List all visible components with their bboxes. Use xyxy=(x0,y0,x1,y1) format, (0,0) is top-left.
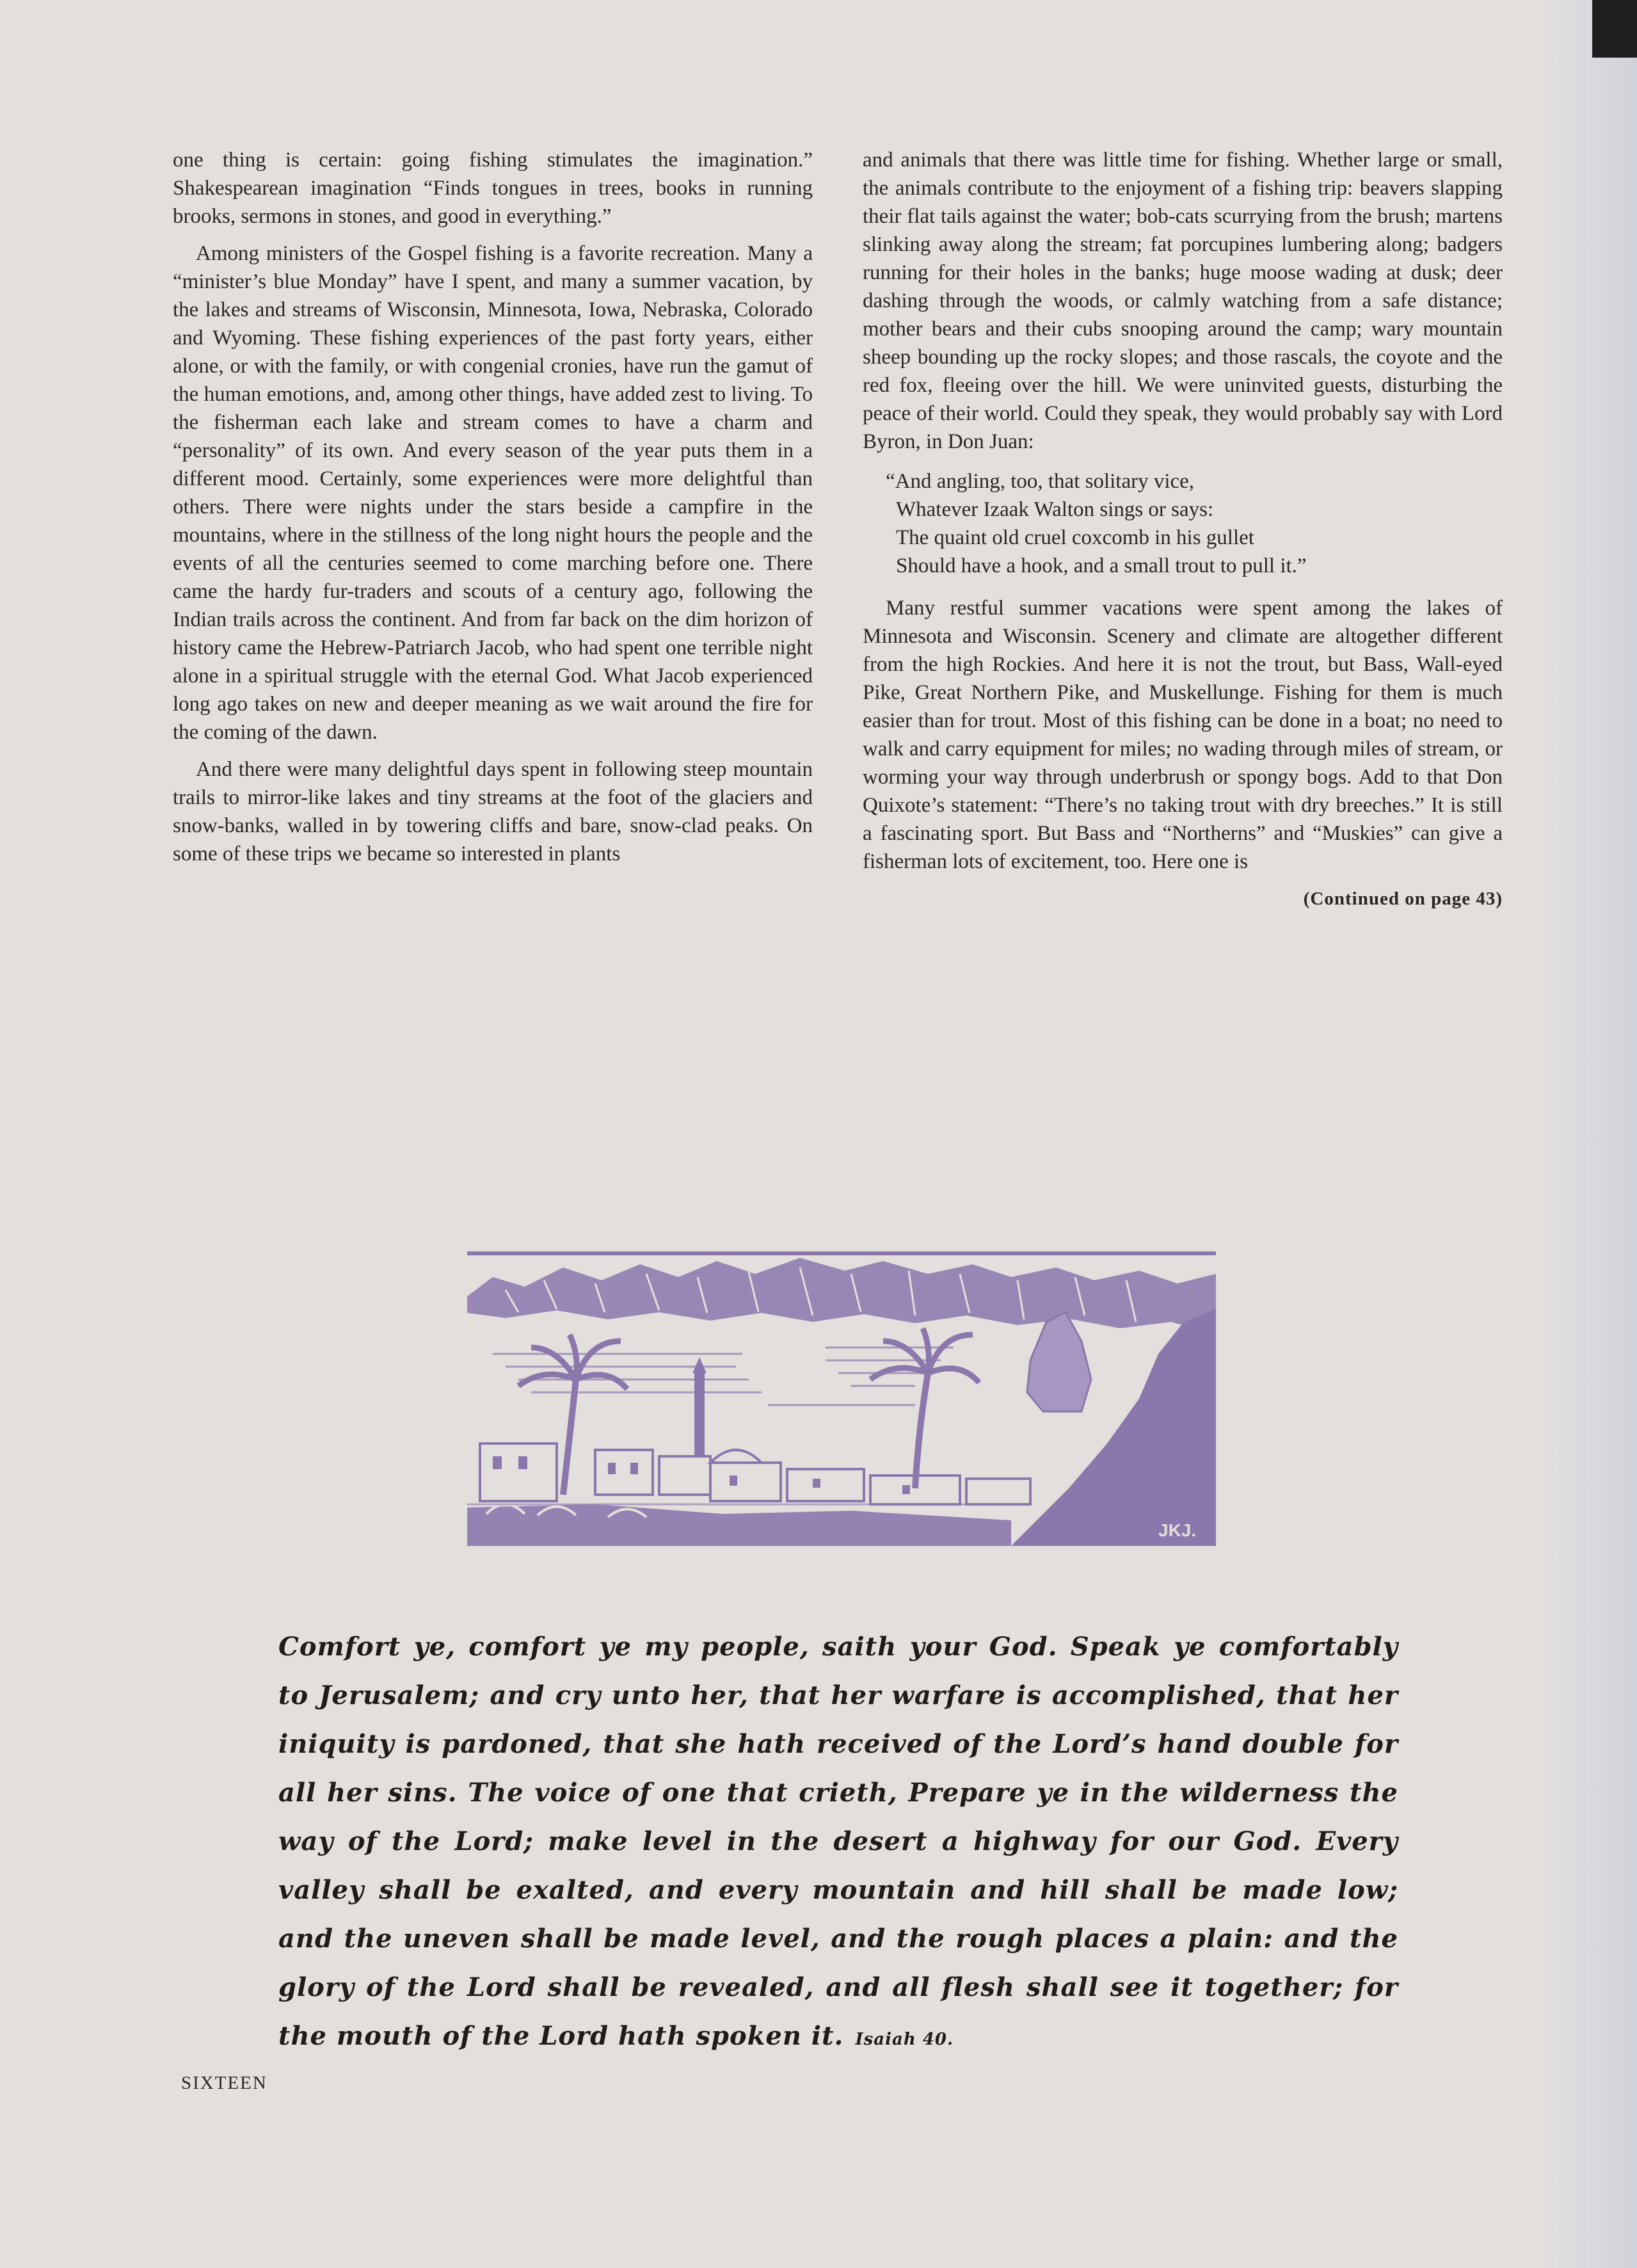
byron-poem xyxy=(886,467,1503,580)
verse-reference: Isaiah 40. xyxy=(855,2030,954,2049)
left-paragraph-3: And there were many delightful days spent in following steep mountain trails to mirror-like lakes and tiny streams at the foot of the glaciers and snow-banks, walled in by towering cliffs and bare, snow-clad peaks. On some of these trips we became so interested in plants xyxy=(173,758,813,865)
left-paragraph-1: one thing is certain: going fishing stimulates the imagination.” Shakespearean imagination “Finds tongues in trees, books in running brooks, sermons in stones, and good in everything.” xyxy=(173,149,813,228)
scan-corner xyxy=(1592,0,1637,58)
poem-line: “And angling, too, that solitary vice, xyxy=(886,470,1195,493)
right-column xyxy=(863,146,1503,913)
continued-note: (Continued on page 43) xyxy=(1303,889,1503,909)
scripture-verse xyxy=(278,1623,1398,2064)
verse-text: Comfort ye, comfort ye my people, saith your God. Speak ye comfortably to Jerusalem; and cry unto her, that her warfare is accomplished, that her iniquity is pardoned, that she hath received of the Lord’s hand double for all her sins. The voice of one that crieth, Prepare ye in the wilderness the way of the Lord; make level in the desert a highway for our God. Every valley shall be exalted, and every mountain and hill shall be made low; and the uneven shall be made level, and the rough places a plain: and the glory of the Lord shall be revealed, and all flesh shall see it together; for the mouth of the Lord hath spoken it. xyxy=(278,1632,1398,2051)
poem-line: Whatever Izaak Walton sings or says: xyxy=(896,498,1214,521)
poem-line: Should have a hook, and a small trout to pull it.” xyxy=(896,554,1307,577)
left-paragraph-2: Among ministers of the Gospel fishing is a favorite recreation. Many a “minister’s blue Monday” have I spent, and many a summer vacation, by the lakes and streams of Wisconsin, Minnesota, Iowa, Nebraska, Colorado and Wyoming. These fishing experiences of the past forty years, either alone, or with the family, or with congenial cronies, have run the gamut of the human emotions, and, among other things, have added zest to living. To the fisherman each lake and stream comes to have a charm and “personality” of its own. And every season of the year puts them in a different mood. Certainly, some experiences were more delightful than others. There were nights under the stars beside a campfire in the mountains, where in the stillness of the long night hours the people and the events of all the centuries seemed to come marching before one. There came the hardy fur-traders and scouts of a century ago, following the Indian trails across the continent. And from far back on the dim horizon of history came the Hebrew-Patriarch Jacob, who had spent one terrible night alone in a spiritual struggle with the eternal God. What Jacob experienced long ago takes on new and deeper meaning as we wait around the fire for the coming of the dawn. xyxy=(173,242,813,744)
left-column xyxy=(173,146,813,877)
illustration-signature: JKJ. xyxy=(1158,1520,1197,1540)
right-paragraph-1: and animals that there was little time for fishing. Whether large or small, the animals contribute to the enjoyment of a fishing trip: beavers slapping their flat tails against the water; bob-cats scurrying from the brush; martens slinking away along the stream; fat porcupines lumbering along; badgers running for their holes in the banks; huge moose wading at dusk; deer dashing through the woods, or calmly watching from a safe distance; mother bears and their cubs snooping around the camp; wary mountain sheep bounding up the rocky slopes; and those rascals, the coyote and the red fox, fleeing over the hill. We were uninvited guests, disturbing the peace of their world. Could they speak, they would probably say with Lord Byron, in Don Juan: xyxy=(863,149,1503,453)
right-paragraph-2: Many restful summer vacations were spent among the lakes of Minnesota and Wisconsin. Scenery and climate are altogether different from the high Rockies. And here it is not the trout, but Bass, Wall-eyed Pike, Great Northern Pike, and Muskellunge. Fishing for them is much easier than for trout. Most of this fishing can be done in a boat; no need to walk and carry equipment for miles; no wading through miles of stream, or worming your way through underbrush or spongy bogs. Add to that Don Quixote’s statement: “There’s no taking trout with dry breeches.” It is still a fascinating sport. But Bass and “Northerns” and “Muskies” can give a fisherman lots of excitement, too. Here one is xyxy=(863,597,1503,873)
page-number: SIXTEEN xyxy=(181,2073,268,2093)
page-edge xyxy=(1541,0,1637,2268)
lake-town-illustration xyxy=(467,1251,1216,1546)
poem-line: The quaint old cruel coxcomb in his gullet xyxy=(896,526,1254,549)
